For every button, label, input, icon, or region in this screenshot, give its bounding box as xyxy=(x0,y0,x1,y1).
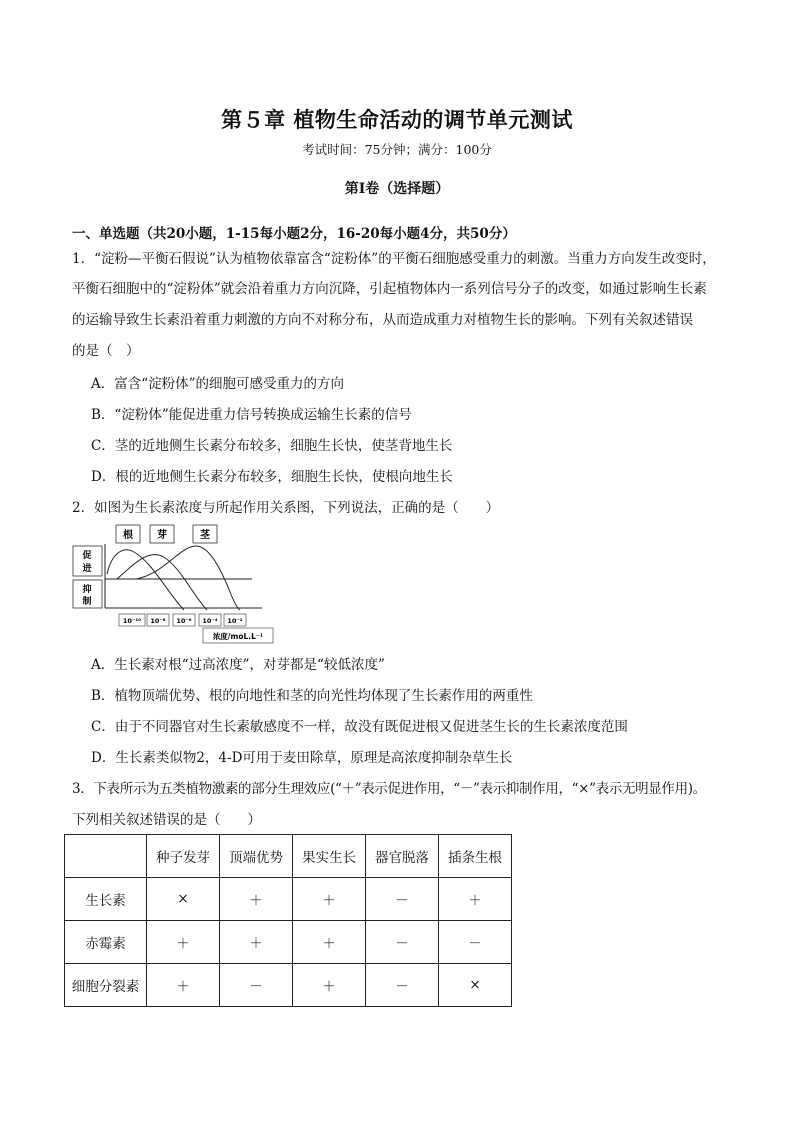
x-tick-label: 10⁻⁸ xyxy=(150,617,166,625)
q1-line: 1．“淀粉—平衡石假说”认为植物依靠富含“淀粉体”的平衡石细胞感受重力的刺激。当重力方向发生改变时， xyxy=(72,251,716,267)
x-tick-label: 10⁻⁶ xyxy=(176,617,192,625)
table-cell: ＋ xyxy=(147,964,220,1007)
table-cell: ＋ xyxy=(293,921,366,964)
x-axis-label: 浓度/moL.L⁻¹ xyxy=(212,632,264,641)
table-cell: ＋ xyxy=(439,878,512,921)
q1-line: 的运输导致生长素沿着重力刺激的方向不对称分布，从而造成重力对植物生长的影响。下列有关叙述错误 xyxy=(72,312,693,328)
table-cell: － xyxy=(439,921,512,964)
curve-stem xyxy=(136,546,240,610)
table-cell: ＋ xyxy=(293,878,366,921)
q1-line: 的是（ ） xyxy=(72,343,140,359)
q1-line: 平衡石细胞中的“淀粉体”就会沿着重力方向沉降，引起植物体内一系列信号分子的改变，如通过影响生长素 xyxy=(72,281,707,297)
y-label-promote-1: 促 xyxy=(82,551,92,561)
curve-label-bud: 芽 xyxy=(157,530,167,541)
y-label-inhibit-1: 抑 xyxy=(82,585,92,595)
table-cell: － xyxy=(220,964,293,1007)
table-cell: － xyxy=(366,878,439,921)
x-tick-label: 10⁻² xyxy=(227,617,243,625)
table-cell: 细胞分裂素 xyxy=(65,964,147,1007)
table-cell: ＋ xyxy=(220,921,293,964)
q2-option-a: A．生长素对根“过高浓度”，对芽都是“较低浓度” xyxy=(91,657,385,673)
y-label-promote-2: 进 xyxy=(82,564,92,574)
table-header-cell: 器官脱落 xyxy=(366,835,439,878)
table-header-cell xyxy=(65,835,147,878)
table-header-cell: 果实生长 xyxy=(293,835,366,878)
hormone-effects-table xyxy=(64,834,512,1007)
q2-option-b: B．植物顶端优势、根的向地性和茎的向光性均体现了生长素作用的两重性 xyxy=(91,688,533,704)
x-tick-label: 10⁻⁴ xyxy=(202,617,218,625)
exam-info: 考试时间：75分钟；满分：100分 xyxy=(302,142,492,157)
table-header-row xyxy=(65,835,512,878)
y-label-inhibit-2: 制 xyxy=(82,597,92,607)
auxin-concentration-figure xyxy=(72,522,278,646)
page-title: 第５章 植物生命活动的调节单元测试 xyxy=(221,107,573,132)
table-cell: ＋ xyxy=(147,921,220,964)
curve-label-stem: 茎 xyxy=(200,530,210,541)
table-cell: － xyxy=(366,964,439,1007)
q2-option-d: D．生长素类似物2，4-D可用于麦田除草，原理是高浓度抑制杂草生长 xyxy=(91,750,513,766)
q3-line: 3．下表所示为五类植物激素的部分生理效应(“＋”表示促进作用，“－”表示抑制作用，“×”表示无明显作用)。 xyxy=(72,781,706,797)
table-header-cell: 种子发芽 xyxy=(147,835,220,878)
table-cell: × xyxy=(439,964,512,1007)
table-cell: 生长素 xyxy=(65,878,147,921)
section-title: 第Ⅰ卷（选择题） xyxy=(344,181,450,197)
q1-option-c: C．茎的近地侧生长素分布较多，细胞生长快，使茎背地生长 xyxy=(91,438,453,454)
q1-option-b: B．“淀粉体”能促进重力信号转换成运输生长素的信号 xyxy=(91,407,412,423)
table-cell: × xyxy=(147,878,220,921)
q1-option-d: D．根的近地侧生长素分布较多，细胞生长快，使根向地生长 xyxy=(91,469,453,485)
q1-option-a: A．富含“淀粉体”的细胞可感受重力的方向 xyxy=(91,376,345,392)
table-row xyxy=(65,964,512,1007)
table-header-cell: 插条生根 xyxy=(439,835,512,878)
curve-label-root: 根 xyxy=(123,530,133,541)
table-header-cell: 顶端优势 xyxy=(220,835,293,878)
q2-stem: 2．如图为生长素浓度与所起作用关系图，下列说法，正确的是（ ） xyxy=(72,500,500,516)
table-cell: ＋ xyxy=(220,878,293,921)
x-tick-label: 10⁻¹⁰ xyxy=(122,617,142,625)
q3-line: 下列相关叙述错误的是（ ） xyxy=(72,812,261,828)
table-cell: － xyxy=(366,921,439,964)
table-cell: 赤霉素 xyxy=(65,921,147,964)
table-row xyxy=(65,921,512,964)
table-cell: ＋ xyxy=(293,964,366,1007)
part-heading: 一、单选题（共20小题，1-15每小题2分，16-20每小题4分，共50分） xyxy=(72,226,516,242)
q2-option-c: C．由于不同器官对生长素敏感度不一样，故没有既促进根又促进茎生长的生长素浓度范围 xyxy=(91,719,628,735)
table-row xyxy=(65,878,512,921)
